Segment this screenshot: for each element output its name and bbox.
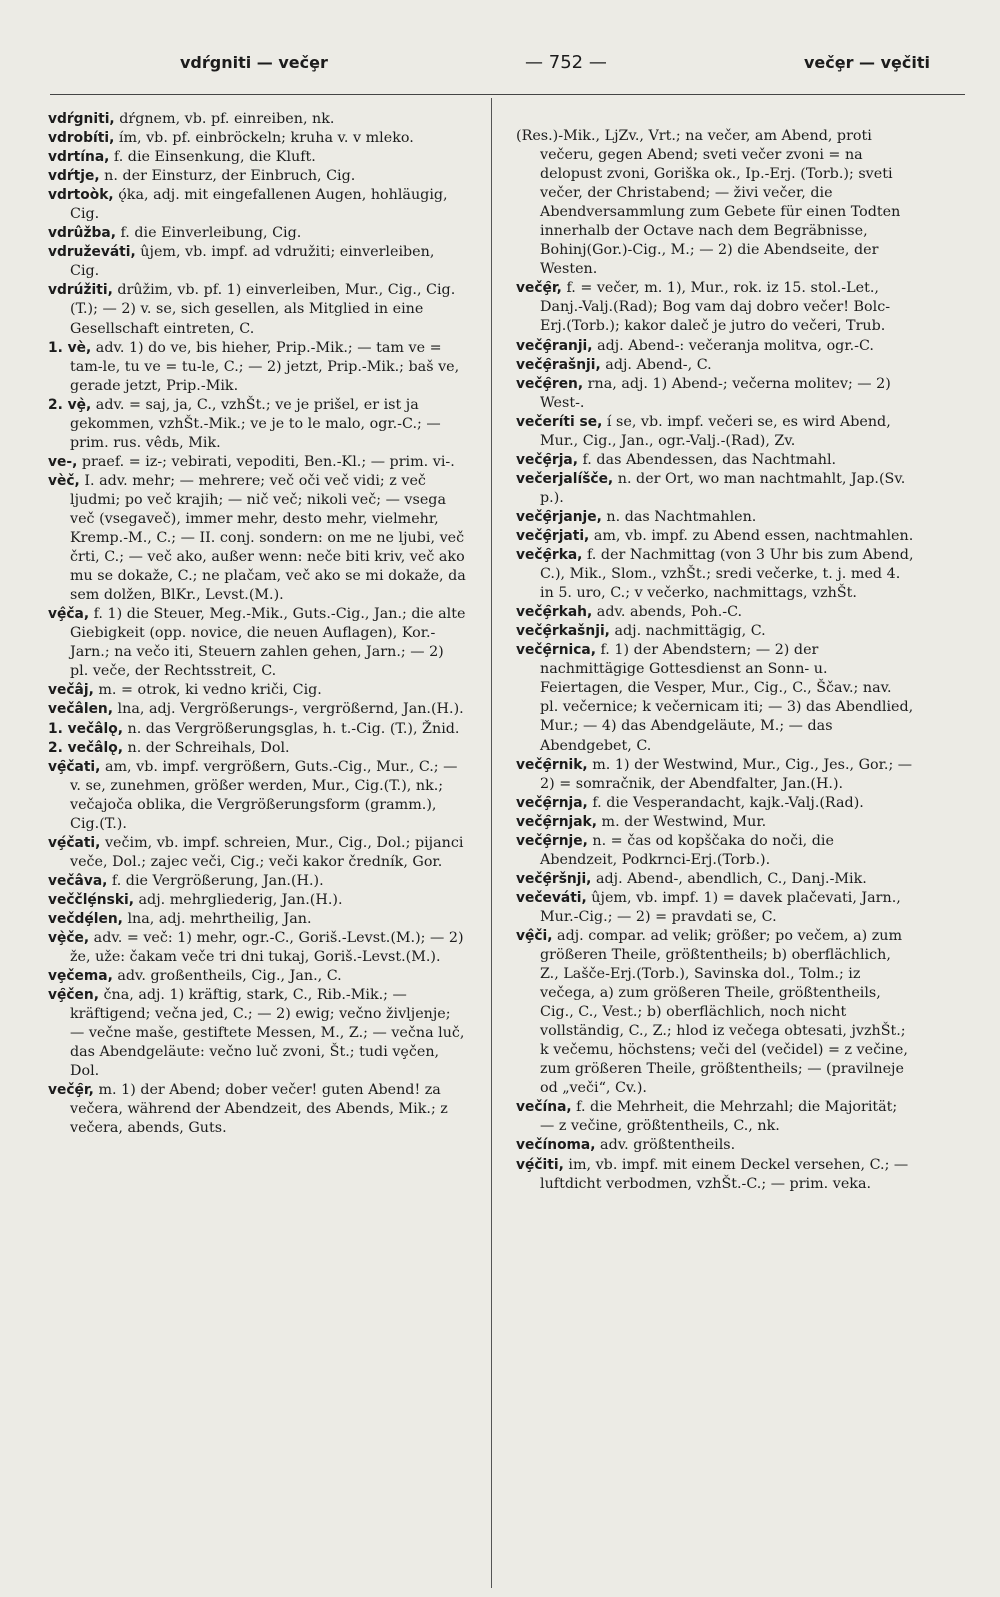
- dictionary-entry: [48, 1081, 466, 1138]
- entry-headword: vdruževáti,: [48, 244, 136, 261]
- entry-definition: f. das Abendessen, das Nachtmahl.: [577, 451, 837, 468]
- entry-headword: večȩ̑rkah,: [516, 604, 593, 621]
- entry-definition: čna, adj. 1) kräftig, stark, C., Rib.-Mik.; — kräftigend; večna jed, C.; — 2) ewig; večno življenje; — večne maše, gestiftete Messen, M., Z.; — večna luč, das Abendgeläute: večno luč zvoni, Št.; tudi vȩčen, Dol.: [70, 987, 465, 1080]
- entry-definition: adj. Abend-: večeranja molitva, ogr.-C.: [592, 337, 874, 354]
- dictionary-entry: [48, 681, 466, 700]
- entry-headword: večȩ̑r,: [48, 1082, 94, 1099]
- dictionary-entry: [48, 834, 466, 872]
- entry-headword: vȩ̂či,: [516, 927, 553, 944]
- entry-headword: večínoma,: [516, 1137, 596, 1154]
- entry-definition: am, vb. impf. zu Abend essen, nachtmahlen.: [589, 527, 914, 544]
- entry-headword: vȩčema,: [48, 968, 113, 985]
- entry-headword: ve-,: [48, 453, 78, 470]
- dictionary-entry: [516, 603, 914, 622]
- entry-headword: 1. vè,: [48, 339, 92, 356]
- dictionary-entry: [48, 986, 466, 1081]
- column-divider: [491, 98, 492, 1588]
- page-header: [55, 52, 960, 92]
- entry-headword: vȩ́čiti,: [516, 1156, 564, 1173]
- entry-definition: ûjem, vb. impf. ad vdružiti; einverleiben, Cig.: [70, 244, 435, 280]
- entry-definition: f. der Nachmittag (von 3 Uhr bis zum Abend, C.), Mik., Slom., vzhŠt.; sredi večerke, t. j. med 4. in 5. uro, C.; v večerko, nachmittags, vzhŠt.: [540, 547, 914, 602]
- entry-headword: 2. vȩ̀,: [48, 396, 92, 413]
- entry-headword: 2. večâlǫ,: [48, 739, 123, 756]
- entry-headword: vdrtína,: [48, 149, 110, 166]
- dictionary-entry: [516, 794, 914, 813]
- dictionary-entry: [48, 186, 466, 224]
- entry-headword: večȩ̑rnja,: [516, 794, 588, 811]
- entry-headword: večȩ̑rnje,: [516, 832, 588, 849]
- entry-headword: vȩ̑čen,: [48, 987, 99, 1004]
- entry-headword: večȩ̑rja,: [516, 451, 578, 468]
- entry-definition: adv. größtentheils.: [595, 1137, 736, 1154]
- entry-headword: večâj,: [48, 682, 94, 699]
- entry-headword: večâva,: [48, 872, 108, 889]
- entry-headword: večȩ̑rašnji,: [516, 356, 601, 373]
- entry-definition: lna, adj. mehrtheilig, Jan.: [122, 910, 312, 927]
- entry-headword: vdrtoòk,: [48, 187, 114, 204]
- entry-definition: f. die Einverleibung, Cig.: [115, 225, 302, 242]
- entry-headword: večȩ̑rkašnji,: [516, 623, 610, 640]
- entry-headword: večȩ̑rka,: [516, 547, 583, 564]
- dictionary-entry: [516, 1098, 914, 1136]
- entry-headword: večeváti,: [516, 889, 587, 906]
- dictionary-entry: [516, 337, 914, 356]
- page-number: — 752 —: [525, 52, 607, 73]
- dictionary-entry: [48, 472, 466, 605]
- header-left-guideword: vdŕgniti — večȩr: [180, 53, 328, 72]
- dictionary-entry: [48, 281, 466, 338]
- dictionary-entry: [48, 700, 466, 719]
- dictionary-entry: [48, 739, 466, 758]
- dictionary-entry: [516, 889, 914, 927]
- entry-definition: f. 1) der Abendstern; — 2) der nachmittägige Gottesdienst an Sonn- u. Feiertagen, die Vesper, Mur., Cig., C., Ščav.; nav. pl. večernice; k večernicam iti; — 3) das Abendlied, Mur.; — 4) das Abendgeläute, M.; — das Abendgebet, C.: [540, 642, 914, 754]
- entry-headword: vdrobíti,: [48, 130, 115, 147]
- entry-definition: lna, adj. Vergrößerungs-, vergrößernd, Jan.(H.).: [113, 701, 464, 718]
- entry-definition: adj. mehrgliederig, Jan.(H.).: [133, 891, 343, 908]
- dictionary-entry: [516, 508, 914, 527]
- dictionary-entry: [48, 129, 466, 148]
- entry-definition: f. die Einsenkung, die Kluft.: [109, 149, 316, 166]
- entry-headword: večȩ̑rjati,: [516, 527, 590, 544]
- entry-definition: rna, adj. 1) Abend-; večerna molitev; — 2) West-.: [540, 375, 891, 411]
- entry-definition: am, vb. impf. vergrößern, Guts.-Cig., Mur., C.; — v. se, zunehmen, größer werden, Mur., Cig.(T.), nk.; večajoča oblika, die Vergrößerungsform (gramm.), Cig.(T.).: [70, 758, 458, 832]
- dictionary-entry: [516, 546, 914, 603]
- entry-headword: vdŕgniti,: [48, 111, 115, 127]
- entry-headword: večȩ̑ranji,: [516, 337, 593, 354]
- entry-definition: adj. nachmittägig, C.: [609, 623, 766, 640]
- dictionary-entry: [48, 758, 466, 834]
- entry-definition: f. die Vergrößerung, Jan.(H.).: [107, 872, 324, 889]
- entry-definition: n. das Vergrößerungsglas, h. t.-Cig. (T.), Žnid.: [122, 720, 460, 737]
- entry-definition: í se, vb. impf. večeri se, es wird Abend, Mur., Cig., Jan., ogr.-Valj.-(Rad), Zv.: [540, 413, 891, 449]
- dictionary-entry: [48, 110, 466, 129]
- dictionary-entry: [516, 451, 914, 470]
- header-right-guideword: večȩr — vȩčiti: [803, 53, 930, 72]
- dictionary-entry: [48, 396, 466, 453]
- dictionary-entry: [516, 641, 914, 755]
- entry-definition: f. die Mehrheit, die Mehrzahl; die Majorität; — z večine, größtentheils, C., nk.: [540, 1099, 898, 1135]
- dictionary-entry: [516, 832, 914, 870]
- dictionary-entry: [516, 356, 914, 375]
- entry-definition: dŕgnem, vb. pf. einreiben, nk.: [114, 111, 335, 127]
- dictionary-entry: [48, 167, 466, 186]
- entry-definition: m. der Westwind, Mur.: [596, 813, 767, 830]
- entry-definition: f. die Vesperandacht, kajk.-Valj.(Rad).: [587, 794, 864, 811]
- entry-headword: večdȩ́len,: [48, 910, 123, 927]
- dictionary-entry: [48, 872, 466, 891]
- entry-headword: vdŕtje,: [48, 168, 100, 185]
- entry-definition: ǫ́ka, adj. mit eingefallenen Augen, hohläugig, Cig.: [70, 187, 448, 223]
- entry-definition: adv. = saj, ja, C., vzhŠt.; ve je prišel, er ist ja gekommen, vzhŠt.-Mik.; ve je to le malo, ogr.-C.; — prim. rus. vêdь, Mik.: [70, 396, 441, 451]
- entry-headword: vèč,: [48, 472, 80, 489]
- entry-definition: m. 1) der Abend; dober večer! guten Abend! za večera, während der Abendzeit, des Abends, Mik.; z večera, abends, Guts.: [70, 1082, 448, 1137]
- entry-definition: n. = čas od kopščaka do noči, die Abendzeit, Podkrnci-Erj.(Torb.).: [540, 832, 834, 868]
- entry-headword: večerjalíšče,: [516, 470, 614, 487]
- dictionary-entry: [48, 929, 466, 967]
- entry-headword: večȩ̑rjanje,: [516, 508, 602, 525]
- entry-definition: drûžim, vb. pf. 1) einverleiben, Mur., Cig., Cig.(T.); — 2) v. se, sich gesellen, als Mitglied in eine Gesellschaft eintreten, C.: [70, 282, 456, 337]
- entry-definition: adj. compar. ad velik; größer; po večem, a) zum größeren Theile, größtentheils; b) oberflächlich, Z., Lašče-Erj.(Torb.), Savinska dol., Tolm.; iz večega, a) zum größeren Theile, größtentheils, Cig., C., Vest.; b) oberflächlich, noch nicht vollständig, C., Z.; hlod iz večega obtesati, jvzhŠt.; k večemu, höchstens; veči del (večidel) = z večine, zum größeren Theile, größtentheils; — (pravilneje od „veči“, Cv.).: [540, 927, 908, 1097]
- entry-headword: vdrúžiti,: [48, 282, 113, 299]
- entry-definition: I. adv. mehr; — mehrere; več oči več vidi; z več ljudmi; po več krajih; — nič več; nikoli več; — vsega več (vsegaveč), immer mehr, desto mehr, vielmehr, Kremp.-M., C.; — II. conj. sondern: on me ne ljubi, več črti, C.; — več ako, außer wenn: neče biti kriv, več ako mu se dokaže, C.; ne plačam, več ako se mi dokaže, da sem dolžen, BlKr., Levst.(M.).: [70, 472, 466, 604]
- entry-definition: f. 1) die Steuer, Meg.-Mik., Guts.-Cig., Jan.; die alte Giebigkeit (opp. novice, die neuen Auflagen), Kor.-Jarn.; na večo iti, Steuern zahlen gehen, Jarn.; — 2) pl. veče, der Rechtsstreit, C.: [70, 606, 466, 680]
- entry-headword: večâlen,: [48, 701, 113, 718]
- dictionary-entry: [48, 453, 466, 472]
- entry-definition: adv. großentheils, Cig., Jan., C.: [112, 968, 342, 985]
- entry-definition: praef. = iz-; vebirati, vepoditi, Ben.-Kl.; — prim. vi-.: [77, 453, 455, 470]
- dictionary-entry: [48, 243, 466, 281]
- dictionary-entry: [516, 527, 914, 546]
- entry-definition: adv. 1) do ve, bis hieher, Prip.-Mik.; — tam ve = tam-le, tu ve = tu-le, C.; — 2) jetzt, Prip.-Mik.; baš ve, gerade jetzt, Prip.-Mik.: [70, 339, 460, 394]
- dictionary-entry: [516, 756, 914, 794]
- entry-headword: vdrûžba,: [48, 225, 116, 242]
- dictionary-entry: [48, 720, 466, 739]
- dictionary-entry: [48, 891, 466, 910]
- entry-headword: vȩ̀če,: [48, 930, 90, 947]
- dictionary-entry: [516, 127, 914, 279]
- dictionary-entry: [48, 605, 466, 681]
- entry-headword: večeríti se,: [516, 413, 603, 430]
- dictionary-entry: [516, 279, 914, 336]
- entry-definition: n. das Nachtmahlen.: [601, 508, 757, 525]
- dictionary-entry: [516, 1136, 914, 1155]
- entry-definition: adj. Abend-, C.: [600, 356, 712, 373]
- entry-headword: večȩ̑ršnji,: [516, 870, 592, 887]
- dictionary-entry: [516, 622, 914, 641]
- entry-headword: vȩ̂ča,: [48, 606, 90, 623]
- dictionary-entry: [516, 413, 914, 451]
- entry-headword: večȩ̑rnjak,: [516, 813, 597, 830]
- entry-definition: m. = otrok, ki vedno kriči, Cig.: [93, 682, 322, 699]
- entry-definition: ûjem, vb. impf. 1) = davek plačevati, Jarn., Mur.-Cig.; — 2) = pravdati se, C.: [540, 889, 901, 925]
- entry-headword: večȩ̑r,: [516, 280, 562, 297]
- header-rule: [50, 94, 965, 95]
- entry-definition: n. der Ort, wo man nachtmahlt, Jap.(Sv. p.).: [540, 470, 906, 506]
- entry-definition: ím, vb. pf. einbröckeln; kruha v. v mleko.: [114, 130, 414, 147]
- dictionary-entry: [516, 813, 914, 832]
- dictionary-entry: [516, 870, 914, 889]
- entry-headword: 1. večâlǫ,: [48, 720, 123, 737]
- entry-headword: večȩ̑rnica,: [516, 642, 596, 659]
- dictionary-entry: [516, 375, 914, 413]
- entry-headword: večȩ̑ren,: [516, 375, 584, 392]
- entry-definition: im, vb. impf. mit einem Deckel versehen, C.; — luftdicht verbodmen, vzhŠt.-C.; — prim. veka.: [540, 1156, 909, 1192]
- entry-headword: večína,: [516, 1099, 572, 1116]
- entry-definition: m. 1) der Westwind, Mur., Cig., Jes., Gor.; — 2) = somračnik, der Abendfalter, Jan.(H.).: [540, 756, 913, 792]
- entry-headword: vȩ̑čati,: [48, 758, 101, 775]
- dictionary-entry: [516, 1156, 914, 1194]
- entry-definition: f. = večer, m. 1), Mur., rok. iz 15. stol.-Let., Danj.-Valj.(Rad); Bog vam daj dobro večer! Bolc-Erj.(Torb.); kakor daleč je jutro do večeri, Trub.: [540, 280, 891, 335]
- entry-definition: adj. Abend-, abendlich, C., Danj.-Mik.: [591, 870, 867, 887]
- entry-definition: n. der Einsturz, der Einbruch, Cig.: [99, 168, 356, 185]
- entry-definition: n. der Schreihals, Dol.: [122, 739, 290, 756]
- dictionary-entry: [48, 148, 466, 167]
- dictionary-entry: [48, 224, 466, 243]
- entry-definition: (Res.)-Mik., LjZv., Vrt.; na večer, am Abend, proti večeru, gegen Abend; sveti večer zvoni = na delopust zvoni, Goriška ok., Ip.-Erj. (Torb.); sveti večer, der Christabend; — živi večer, die Abendversammlung zum Gebete für einen Todten innerhalb der Octave nach dem Begräbnisse, Bohinj(Gor.)-Cig., M.; — 2) die Abendseite, der Westen.: [516, 128, 901, 278]
- dictionary-entry: [516, 470, 914, 508]
- entry-definition: adv. abends, Poh.-C.: [592, 604, 743, 621]
- entry-definition: adv. = več: 1) mehr, ogr.-C., Goriš.-Levst.(M.); — 2) že, uže: čakam veče tri dni tukaj, Goriš.-Levst.(M.).: [70, 930, 464, 966]
- entry-definition: večim, vb. impf. schreien, Mur., Cig., Dol.; pijanci veče, Dol.; zajec veči, Cig.; veči kakor čredník, Gor.: [70, 834, 464, 870]
- dictionary-entry: [516, 927, 914, 1098]
- entry-headword: večȩ̑rnik,: [516, 756, 588, 773]
- entry-headword: vȩ́čati,: [48, 834, 101, 851]
- right-column: [516, 127, 914, 1194]
- entry-headword: veččlȩ́nski,: [48, 891, 134, 908]
- dictionary-entry: [48, 339, 466, 396]
- dictionary-entry: [48, 910, 466, 929]
- dictionary-entry: [48, 967, 466, 986]
- left-column: [48, 110, 466, 1139]
